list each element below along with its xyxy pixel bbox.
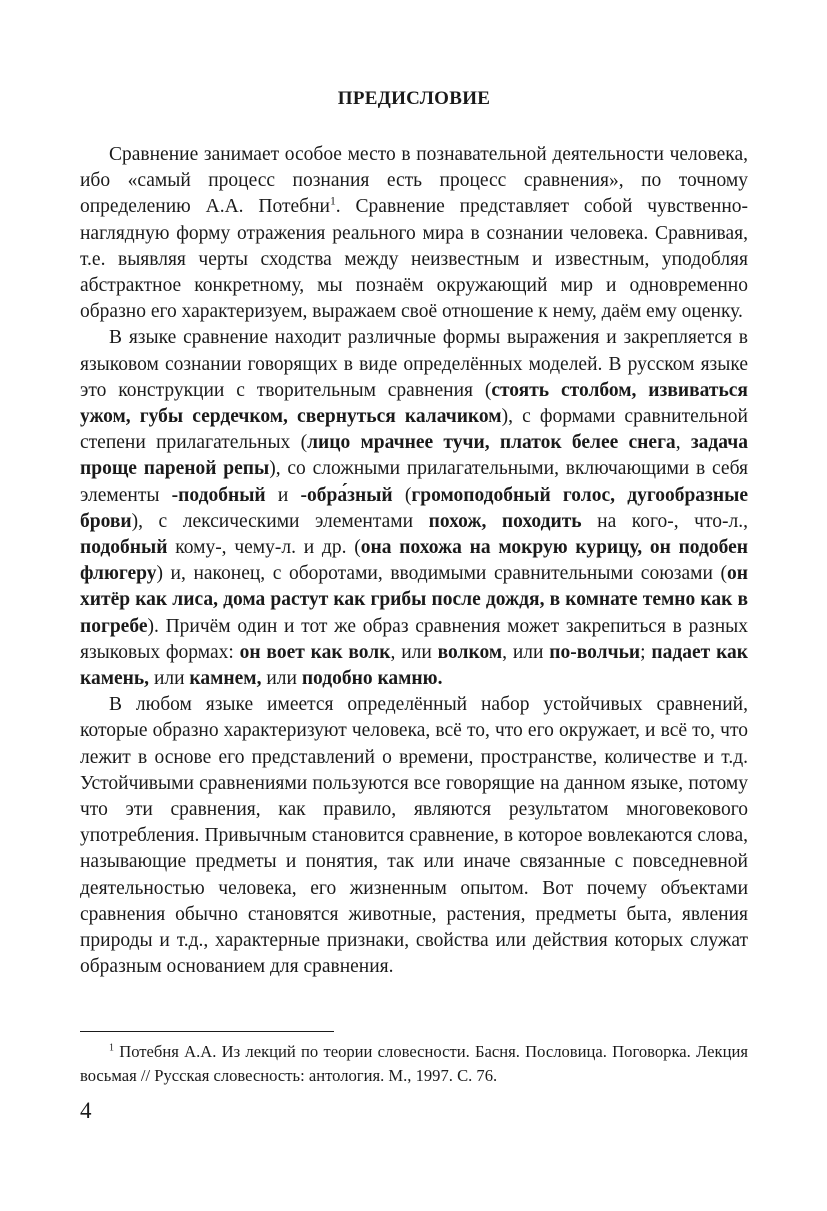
paragraph-2 <box>80 325 748 692</box>
text-run: ) и, наконец, с оборотами, вводимыми сравнительными союзами ( <box>156 563 727 585</box>
chapter-title: ПРЕДИСЛОВИЕ <box>337 88 491 109</box>
paragraph-3: В любом языке имеется определённый набор устойчивых сравнений, которые образно характеризуют человека, всё то, что его окружает, и всё то, что лежит в основе его представлений о времени, пространстве, количестве и т.д. Устойчивыми сравнениями пользуются все говорящие на данном языке, потому что эти сравнения, как правило, являются результатом многовекового употребления. Привычным становится сравнение, в которое вовлекаются слова, называющие предметы и понятия, так или иначе связанные с повседневной деятельностью человека, его жизненным опытом. Вот почему объектами сравнения обычно становятся животные, растения, предметы быта, явления природы и т.д., характерные признаки, свойства или действия которых служат образным основанием для сравнения. <box>80 694 748 978</box>
text-run: . Сравнение представляет собой чувственно-наглядную форму отражения реального мира в сознании человека. Сравнивая, т.е. выявляя черты сходства между неизвестным и известным, уподобляя абстрактное конкретному, мы познаём окружающий мир и одновременно образно его характеризуем, выражаем своё отношение к нему, даём ему оценку. <box>80 196 749 323</box>
example-bold: -подобный <box>171 484 266 506</box>
example-bold: подобный <box>80 537 168 559</box>
text-run: ), со сложными прилагательными, включающими в себя элементы <box>80 458 748 506</box>
text-run: ; <box>640 641 652 663</box>
text-run: Сравнение занимает особое место в познавательной деятельности человека, ибо «самый процесс познания есть процесс сравнения», по точному определению А.А. Потебни <box>80 144 748 218</box>
text-run: ( <box>392 484 412 506</box>
example-bold: он воет как волк <box>239 641 391 663</box>
text-run: и <box>265 484 301 506</box>
example-bold: камнем, <box>189 668 262 690</box>
footnote-marker: 1 <box>109 1042 114 1054</box>
footnote <box>80 1040 748 1088</box>
example-bold: громоподобный голос, дугообразные брови <box>80 484 749 532</box>
example-bold: по-волчьи <box>549 641 641 663</box>
text-run: или <box>149 668 190 690</box>
example-bold: задача проще пареной репы <box>80 432 749 480</box>
footnote-reference: 1 <box>329 194 336 208</box>
paragraph-1 <box>80 142 748 325</box>
example-bold: волком <box>437 641 503 663</box>
text-run: В языке сравнение находит различные формы выражения и закрепляется в языковом сознании говорящих в виде определённых моделей. В русском языке это конструкции с творительным сравнения ( <box>80 327 748 401</box>
text-run: , или <box>502 641 550 663</box>
example-bold: лицо мрачнее тучи, платок белее снега <box>307 432 676 454</box>
text-run: на кого-, что-л., <box>581 510 748 532</box>
example-bold: подобно камню. <box>301 668 443 690</box>
example-bold: он хитёр как лиса, дома растут как грибы после дождя, в комнате темно как в погребе <box>80 563 748 637</box>
text-run: ), с формами сравнительной степени прилагательных ( <box>80 406 748 454</box>
footnote-divider <box>80 1031 334 1032</box>
example-bold: похож, походить <box>428 510 582 532</box>
example-bold: падает как камень, <box>80 641 749 690</box>
example-bold: стоять столбом, извиваться ужом, губы сердечком, свернуться калачиком <box>80 379 748 428</box>
footnote-text <box>80 1040 748 1088</box>
text-run: , <box>675 432 691 454</box>
text-run: ), с лексическими элементами <box>131 510 429 532</box>
text-run: кому-, чему-л. и др. ( <box>167 537 361 559</box>
example-bold: -обра́зный <box>300 484 393 506</box>
page-number: 4 <box>80 1098 92 1123</box>
footnote-citation: Потебня А.А. Из лекций по теории словесности. Басня. Пословица. Поговорка. Лекция восьмая // Русская словесность: антология. М., 1997. С. 76. <box>80 1042 748 1085</box>
example-bold: она похожа на мокрую курицу, он подобен флюгеру <box>80 537 748 585</box>
text-run: ). Причём один и тот же образ сравнения может закрепиться в разных языковых формах: <box>80 615 748 663</box>
main-text <box>80 142 748 981</box>
text-run: , или <box>390 641 438 663</box>
text-run: или <box>261 668 302 690</box>
